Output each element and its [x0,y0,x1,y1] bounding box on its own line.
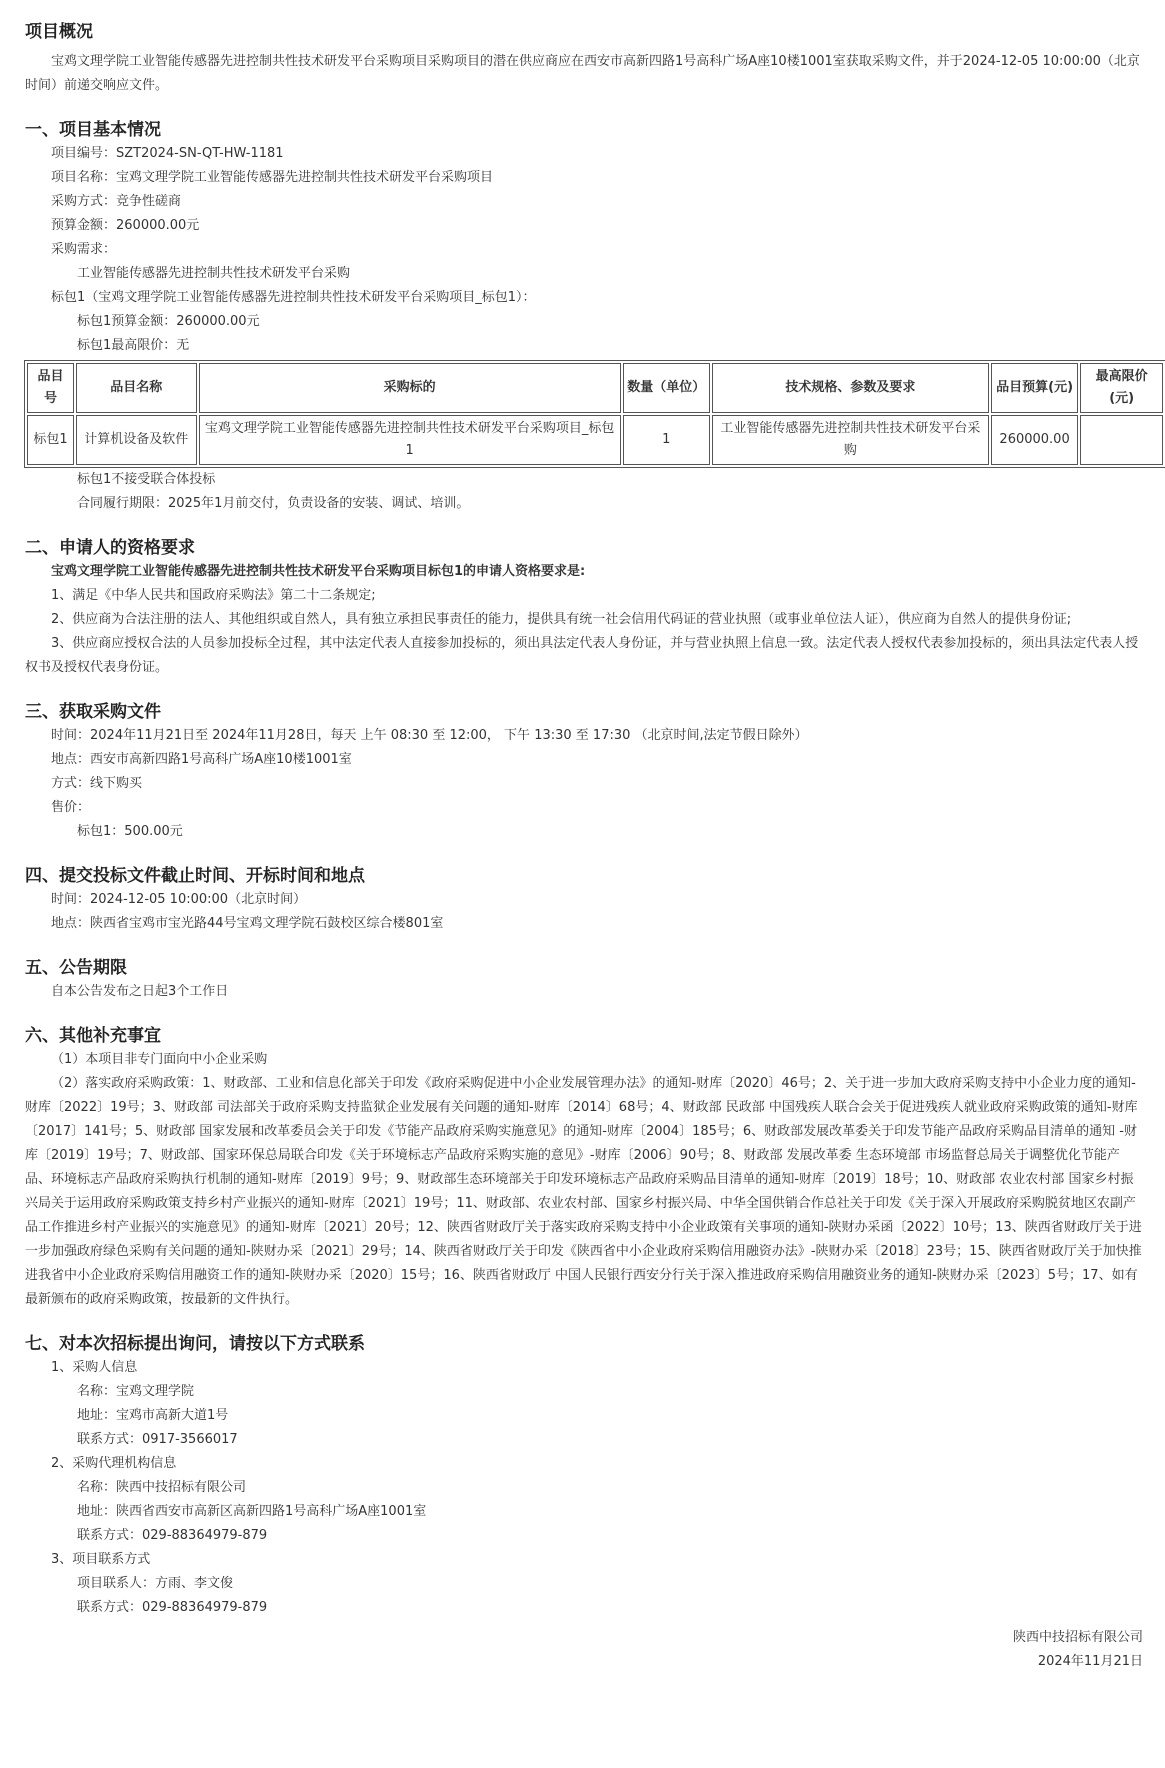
section3-title: 三、获取采购文件 [25,702,161,722]
cell-budget: 260000.00 [991,415,1078,465]
cell-spec: 工业智能传感器先进控制共性技术研发平台采购 [712,415,989,465]
procurement-method: 采购方式：竞争性磋商 [51,194,182,209]
col-quantity: 数量（单位） [623,363,710,413]
project-contact-label: 3、项目联系方式 [51,1552,151,1567]
col-subject: 采购标的 [199,363,621,413]
section4-title: 四、提交投标文件截止时间、开标时间和地点 [25,866,365,886]
items-table [24,360,1165,468]
buyer-address: 地址：宝鸡市高新大道1号 [77,1408,229,1423]
section1-title: 一、项目基本情况 [25,120,161,140]
section6-title: 六、其他补充事宜 [25,1026,161,1046]
col-item-name: 品目名称 [76,363,197,413]
project-name: 项目名称：宝鸡文理学院工业智能传感器先进控制共性技术研发平台采购项目 [51,170,494,185]
supplement-1: （1）本项目非专门面向中小企业采购 [51,1052,268,1067]
agent-label: 2、采购代理机构信息 [51,1456,177,1471]
package-budget: 标包1预算金额：260000.00元 [77,314,260,329]
qualification-1: 1、满足《中华人民共和国政府采购法》第二十二条规定; [51,588,376,603]
qualification-lead: 宝鸡文理学院工业智能传感器先进控制共性技术研发平台采购项目标包1的申请人资格要求是: [51,564,586,579]
agent-phone: 联系方式：029-88364979-879 [77,1528,268,1543]
contract-period: 合同履行期限：2025年1月前交付，负责设备的安装、调试、培训。 [77,496,470,511]
buyer-phone: 联系方式：0917-3566017 [77,1432,238,1447]
package-title: 标包1（宝鸡文理学院工业智能传感器先进控制共性技术研发平台采购项目_标包1）： [51,290,536,305]
budget-amount: 预算金额：260000.00元 [51,218,200,233]
cell-item-no: 标包1 [27,415,74,465]
obtain-place: 地点：西安市高新四路1号高科广场A座10楼1001室 [51,752,352,767]
deadline-time: 时间：2024-12-05 10:00:00（北京时间） [51,892,307,907]
table-header-row [27,363,1163,413]
need-label: 采购需求： [51,242,117,257]
qualification-3: 3、供应商应授权合法的人员参加投标全过程，其中法定代表人直接参加投标的，须出具法定代表人身份证，并与营业执照上信息一致。法定代表人授权代表参加投标的，须出具法定代表人授权书及授权代表身份证。 [25,636,1139,675]
cell-item-name: 计算机设备及软件 [76,415,197,465]
supplement-2: （2）落实政府采购政策：1、财政部、工业和信息化部关于印发《政府采购促进中小企业发展管理办法》的通知-财库〔2020〕46号；2、关于进一步加大政府采购支持中小企业力度的通知-财库〔2022〕19号；3、财政部 司法部关于政府采购支持监狱企业发展有关问题的通知-财库〔2014〕68号；4、财政部 民政部 中国残疾人联合会关于促进残疾人就业政府采购政策的通知-财库〔2017〕141号；5、财政部 国家发展和改革委员会关于印发《节能产品政府采购实施意见》的通知-财库〔2004〕185号；6、财政部发展改革委关于印发节能产品政府采购品目清单的通知 -财库〔2019〕19号；7、财政部、国家环保总局联合印发《关于环境标志产品政府采购实施的意见》-财库〔2006〕90号；8、财政部 发展改革委 生态环境部 市场监督总局关于调整优化节能产品、环境标志产品政府采购执行机制的通知-财库〔2019〕9号；9、财政部生态环境部关于印发环境标志产品政府采购品目清单的通知-财库〔2019〕18号；10、财政部 农业农村部 国家乡村振兴局关于运用政府采购政策支持乡村产业振兴的通知-财库〔2021〕19号；11、财政部、农业农村部、国家乡村振兴局、中华全国供销合作总社关于印发《关于深入开展政府采购脱贫地区农副产品工作推进乡村产业振兴的实施意见》的通知-财库〔2021〕20号；12、陕西省财政厅关于落实政府采购支持中小企业政策有关事项的通知-陕财办采函〔2022〕10号；13、陕西省财政厅关于进一步加强政府绿色采购有关问题的通知-陕财办采〔2021〕29号；14、陕西省财政厅关于印发《陕西省中小企业政府采购信用融资办法》-陕财办采〔2018〕23号；15、陕西省财政厅关于加快推进我省中小企业政府采购信用融资工作的通知-陕财办采〔2020〕15号；16、陕西省财政厅 中国人民银行西安分行关于深入推进政府采购信用融资业务的通知-陕财办采〔2023〕5号；17、如有最新颁布的政府采购政策，按最新的文件执行。 [25,1076,1142,1307]
col-item-no: 品目号 [27,363,74,413]
cell-max-price [1080,415,1163,465]
need-item: 工业智能传感器先进控制共性技术研发平台采购 [77,266,351,281]
table-row [27,415,1163,465]
overview-title: 项目概况 [25,22,93,42]
agent-address: 地址：陕西省西安市高新区高新四路1号高科广场A座1001室 [77,1504,427,1519]
obtain-way: 方式：线下购买 [51,776,143,791]
cell-quantity: 1 [623,415,710,465]
section7-title: 七、对本次招标提出询问，请按以下方式联系 [25,1334,365,1354]
overview-text: 宝鸡文理学院工业智能传感器先进控制共性技术研发平台采购项目采购项目的潜在供应商应在西安市高新四路1号高科广场A座10楼1001室获取采购文件，并于2024-12-05 10:00:00（北京时间）前递交响应文件。 [25,54,1140,93]
buyer-label: 1、采购人信息 [51,1360,138,1375]
obtain-time: 时间：2024年11月21日至 2024年11月28日，每天 上午 08:30 至 12:00， 下午 13:30 至 17:30 （北京时间,法定节假日除外） [51,728,808,743]
signature-org: 陕西中技招标有限公司 [1012,1630,1143,1645]
project-code: 项目编号：SZT2024-SN-QT-HW-1181 [51,146,284,161]
section5-title: 五、公告期限 [25,958,127,978]
cell-subject: 宝鸡文理学院工业智能传感器先进控制共性技术研发平台采购项目_标包1 [199,415,621,465]
agent-name: 名称：陕西中技招标有限公司 [77,1480,247,1495]
price-label: 售价： [51,800,91,815]
project-contact-phone: 联系方式：029-88364979-879 [77,1600,268,1615]
price-value: 标包1：500.00元 [77,824,183,839]
signature-date: 2024年11月21日 [1037,1654,1143,1669]
section2-title: 二、申请人的资格要求 [25,538,195,558]
notice-period: 自本公告发布之日起3个工作日 [51,984,229,999]
no-union-note: 标包1不接受联合体投标 [77,472,216,487]
project-contact-person: 项目联系人：方雨、李文俊 [77,1576,234,1591]
deadline-place: 地点：陕西省宝鸡市宝光路44号宝鸡文理学院石鼓校区综合楼801室 [51,916,444,931]
col-budget: 品目预算(元) [991,363,1078,413]
col-spec: 技术规格、参数及要求 [712,363,989,413]
col-max-price: 最高限价(元) [1080,363,1163,413]
buyer-name: 名称：宝鸡文理学院 [77,1384,195,1399]
qualification-2: 2、供应商为合法注册的法人、其他组织或自然人，具有独立承担民事责任的能力，提供具有统一社会信用代码证的营业执照（或事业单位法人证），供应商为自然人的提供身份证; [51,612,1072,627]
package-max-price: 标包1最高限价：无 [77,338,190,353]
